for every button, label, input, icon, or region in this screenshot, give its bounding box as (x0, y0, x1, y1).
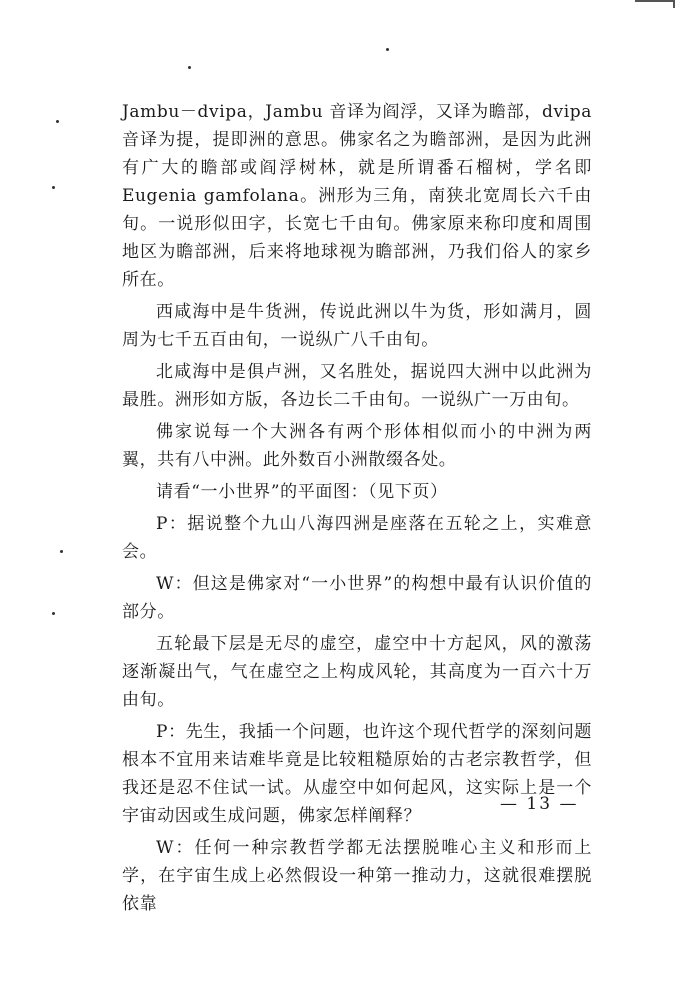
scan-speck (386, 48, 389, 51)
scan-speck (52, 186, 55, 189)
paragraph-jambu: Jambu－dvipa，Jambu 音译为阎浮，又译为瞻部，dvipa 音译为提，提即洲的意思。佛家名之为瞻部洲，是因为此洲有广大的瞻部或阎浮树林，就是所谓番石榴树，学名即 Eugenia gamfolana。洲形为三角，南狭北宽周长六千由旬。一说形似田字，长宽七千由旬。佛家原来称印度和周围地区为瞻部洲，后来将地球视为瞻部洲，乃我们俗人的家乡所在。 (122, 102, 592, 290)
paragraph-north-continent: 北咸海中是俱卢洲，又名胜处，据说四大洲中以此洲为最胜。洲形如方版，各边长二千由旬。一说纵广一万由旬。 (122, 362, 592, 410)
scan-speck (52, 612, 55, 615)
scan-speck (188, 66, 191, 69)
page-number: — 13 — (500, 794, 579, 814)
paragraph-west-continent: 西咸海中是牛货洲，传说此洲以牛为货，形如满月，圆周为七千五百由旬，一说纵广八千由旬。 (122, 302, 592, 350)
paragraph-figure-reference: 请看“一小世界”的平面图：（见下页） (156, 482, 448, 502)
page-corner-mark (635, 0, 675, 2)
paragraph-five-wheels: 五轮最下层是无尽的虚空，虚空中十方起风，风的激荡逐渐凝出气，气在虚空之上构成风轮，其高度为一百六十万由旬。 (122, 634, 592, 710)
page-corner-tick (673, 0, 675, 8)
paragraph-p-question-2: P：先生，我插一个问题，也许这个现代哲学的深刻问题根本不宜用来诘难毕竟是比较粗糙原始的古老宗教哲学，但我还是忍不住试一试。从虚空中如何起风，这实际上是一个宇宙动因或生成问题，佛家怎样阐释？ (122, 722, 592, 826)
paragraph-w-answer-1: W：但这是佛家对“一小世界”的构想中最有认识价值的部分。 (122, 574, 592, 622)
scan-speck (56, 120, 59, 123)
scan-speck (60, 550, 63, 553)
paragraph-p-question-1: P：据说整个九山八海四洲是座落在五轮之上，实难意会。 (122, 514, 592, 562)
paragraph-w-answer-2: W：任何一种宗教哲学都无法摆脱唯心主义和形而上学，在宇宙生成上必然假设一种第一推动力，这就很难摆脱依靠 (122, 838, 592, 914)
paragraph-middle-continents: 佛家说每一个大洲各有两个形体相似而小的中洲为两翼，共有八中洲。此外数百小洲散缀各处。 (122, 422, 592, 470)
